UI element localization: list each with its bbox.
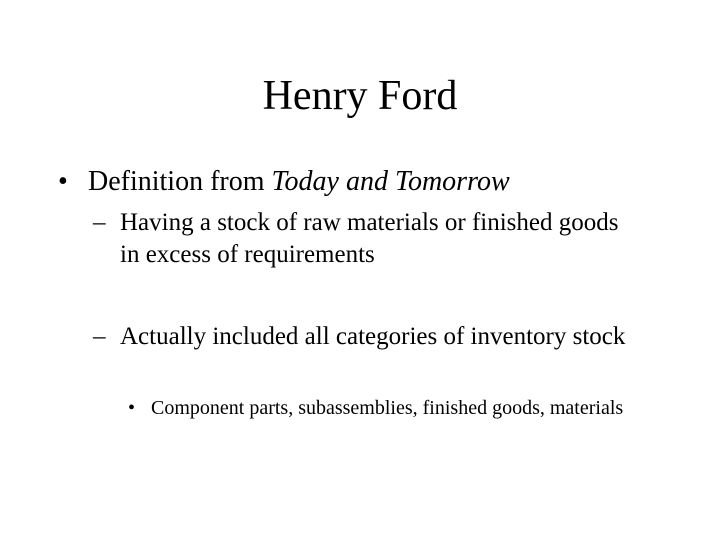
subsub-bullet-text: Component parts, subassemblies, finished goods, materials [151,397,624,419]
sub-bullet-categories [93,321,640,353]
bullet-text [88,166,510,198]
bullet-marker: • [58,166,68,197]
sub-bullet-excess [93,207,640,271]
slide-title: Henry Ford [262,73,458,119]
sub-bullet-marker: – [93,209,106,236]
bullet-text-plain: Definition from [88,166,272,197]
sub-bullet-marker: – [93,323,106,350]
book-title: Today and Tomorrow [271,166,510,197]
bullet-definition [58,166,510,198]
subsub-bullet-marker: • [128,397,136,419]
sub-bullet-text: Actually included all categories of inventory stock [120,323,626,350]
subsub-bullet-components [128,394,641,422]
sub-bullet-text: Having a stock of raw materials or finished goods in excess of requirements [120,209,619,268]
